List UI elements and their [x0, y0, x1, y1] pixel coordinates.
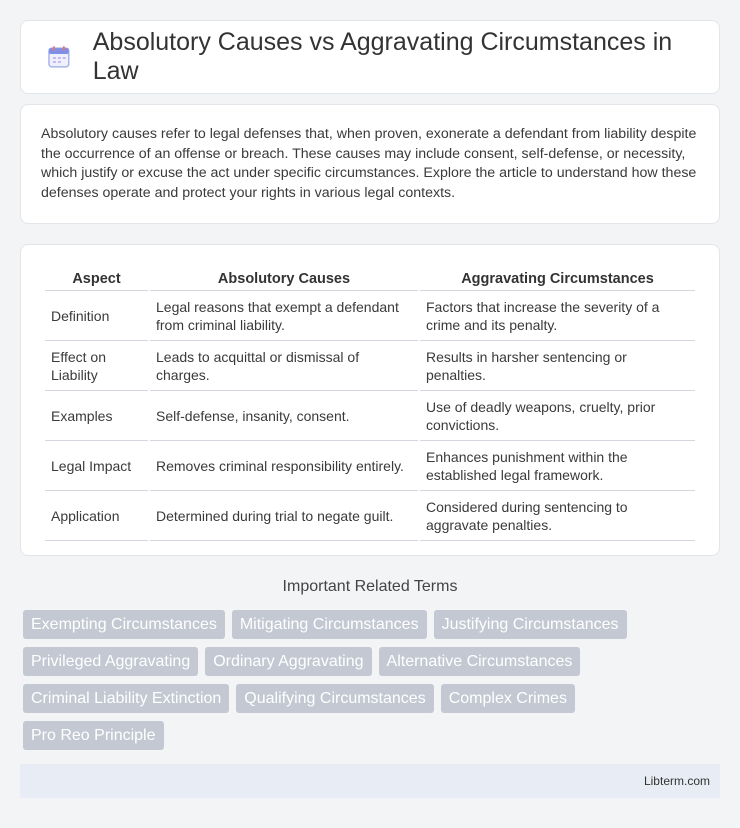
table-cell: Legal reasons that exempt a defendant from criminal liability.	[150, 293, 418, 341]
related-term-tag[interactable]: Alternative Circumstances	[379, 647, 581, 676]
column-header-absolutory: Absolutory Causes	[150, 267, 418, 291]
related-term-tag[interactable]: Complex Crimes	[441, 684, 575, 713]
table-row	[45, 293, 695, 341]
table-cell: Effect on Liability	[45, 343, 148, 391]
table-cell: Enhances punishment within the established legal framework.	[420, 443, 695, 491]
table-cell: Examples	[45, 393, 148, 441]
comparison-table-card	[20, 244, 720, 556]
column-header-aspect: Aspect	[45, 267, 148, 291]
comparison-table	[43, 265, 697, 543]
intro-card	[20, 104, 720, 224]
related-term-tag[interactable]: Mitigating Circumstances	[232, 610, 427, 639]
table-cell: Definition	[45, 293, 148, 341]
table-cell: Factors that increase the severity of a crime and its penalty.	[420, 293, 695, 341]
table-row	[45, 443, 695, 491]
header-card	[20, 20, 720, 94]
table-cell: Determined during trial to negate guilt.	[150, 493, 418, 541]
column-header-aggravating: Aggravating Circumstances	[420, 267, 695, 291]
related-term-tag[interactable]: Ordinary Aggravating	[205, 647, 371, 676]
table-cell: Leads to acquittal or dismissal of charges.	[150, 343, 418, 391]
table-row	[45, 493, 695, 541]
table-cell: Self-defense, insanity, consent.	[150, 393, 418, 441]
table-cell: Application	[45, 493, 148, 541]
page-title: Absolutory Causes vs Aggravating Circumstances in Law	[92, 28, 673, 85]
related-terms-title: Important Related Terms	[282, 578, 458, 595]
table-cell: Considered during sentencing to aggravate penalties.	[420, 493, 695, 541]
table-cell: Removes criminal responsibility entirely.	[150, 443, 418, 491]
intro-text: Absolutory causes refer to legal defenses that, when proven, exonerate a defendant from liability despite the occurrence of an offense or breach. These causes may include consent, self-defense, or necessity, which justify or excuse the act under specific circumstances. Explore the article to understand how these defenses operate and protect your rights in various legal contexts.	[41, 126, 697, 201]
related-terms-list	[23, 610, 723, 758]
related-term-tag[interactable]: Justifying Circumstances	[434, 610, 627, 639]
table-cell: Legal Impact	[45, 443, 148, 491]
related-term-tag[interactable]: Qualifying Circumstances	[236, 684, 433, 713]
footer	[20, 764, 720, 798]
related-term-tag[interactable]: Pro Reo Principle	[23, 721, 164, 750]
calendar-icon	[45, 43, 73, 71]
footer-site-link[interactable]: Libterm.com	[643, 774, 710, 788]
related-term-tag[interactable]: Privileged Aggravating	[23, 647, 198, 676]
table-cell: Use of deadly weapons, cruelty, prior convictions.	[420, 393, 695, 441]
table-row	[45, 343, 695, 391]
related-term-tag[interactable]: Criminal Liability Extinction	[23, 684, 229, 713]
table-header-row	[45, 267, 695, 291]
table-cell: Results in harsher sentencing or penalties.	[420, 343, 695, 391]
table-row	[45, 393, 695, 441]
related-term-tag[interactable]: Exempting Circumstances	[23, 610, 225, 639]
